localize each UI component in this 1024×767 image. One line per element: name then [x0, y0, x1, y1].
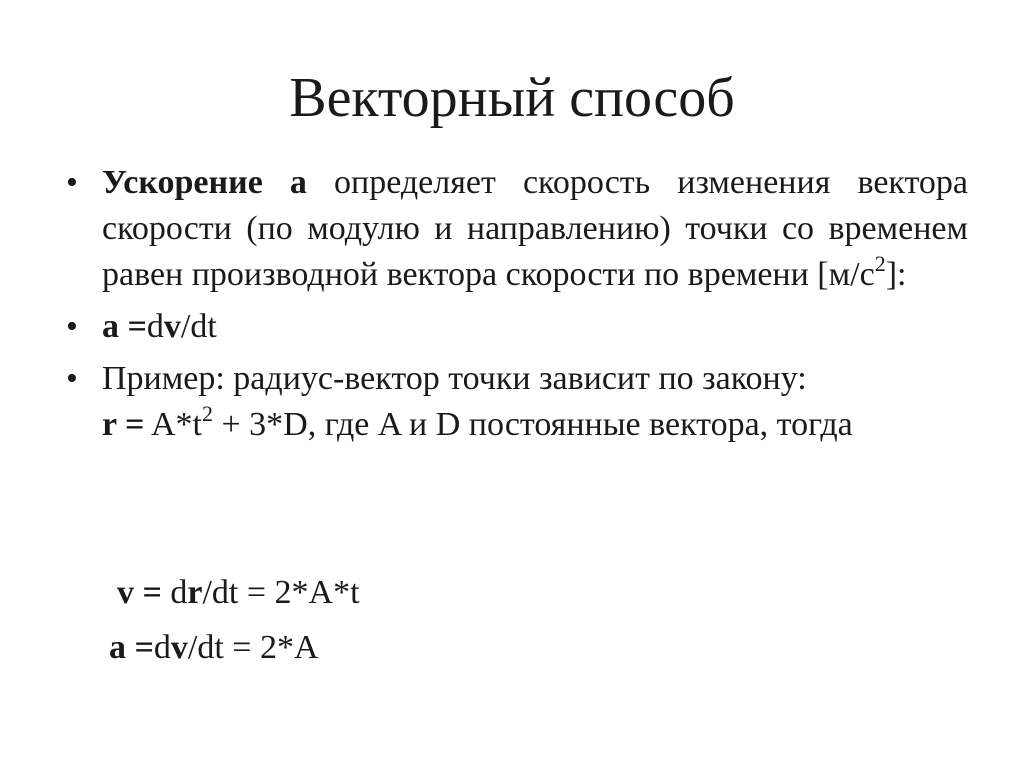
- equation-velocity: [117, 570, 360, 616]
- slide-title: Векторный способ: [289, 67, 735, 129]
- example-r-lhs: r =: [102, 406, 145, 443]
- bullet-list: [64, 160, 968, 454]
- formula-dt: /dt: [180, 308, 217, 345]
- bullet-acceleration-definition: [64, 160, 968, 298]
- formula-lhs: а =: [102, 308, 147, 345]
- formula-v: v: [163, 308, 181, 345]
- equation-acceleration: [109, 625, 319, 671]
- eq-v-r: r: [187, 574, 203, 611]
- units-exponent: 2: [874, 250, 886, 276]
- bullet-acceleration-formula: [64, 304, 968, 350]
- eq-v-d: d: [161, 574, 188, 611]
- eq-v-lhs: v =: [117, 574, 162, 611]
- bullet-icon: •: [66, 360, 78, 397]
- bullet-icon: •: [66, 308, 78, 345]
- eq-a-rhs: /dt = 2*A: [187, 629, 319, 666]
- eq-v-rhs: /dt = 2*A*t: [202, 574, 360, 611]
- example-exponent: 2: [201, 400, 213, 426]
- acceleration-term: Ускорение а: [102, 164, 307, 201]
- example-intro: Пример: радиус-вектор точки зависит по закону:: [102, 360, 807, 397]
- example-law: A*t: [144, 406, 202, 443]
- eq-a-lhs: a =: [109, 629, 154, 666]
- definition-text: определяет скорость изменения вектора скорости (по модулю и направлению) точки со временем равен производной вектора скорости по времени [м/с: [102, 164, 968, 293]
- bullet-example: [64, 356, 968, 448]
- definition-text-end: ]:: [885, 256, 907, 293]
- formula-d: d: [146, 308, 164, 345]
- bullet-icon: •: [66, 164, 78, 201]
- eq-a-v: v: [170, 629, 188, 666]
- eq-a-d: d: [153, 629, 171, 666]
- example-law-end: + 3*D, где A и D постоянные вектора, тогда: [212, 406, 853, 443]
